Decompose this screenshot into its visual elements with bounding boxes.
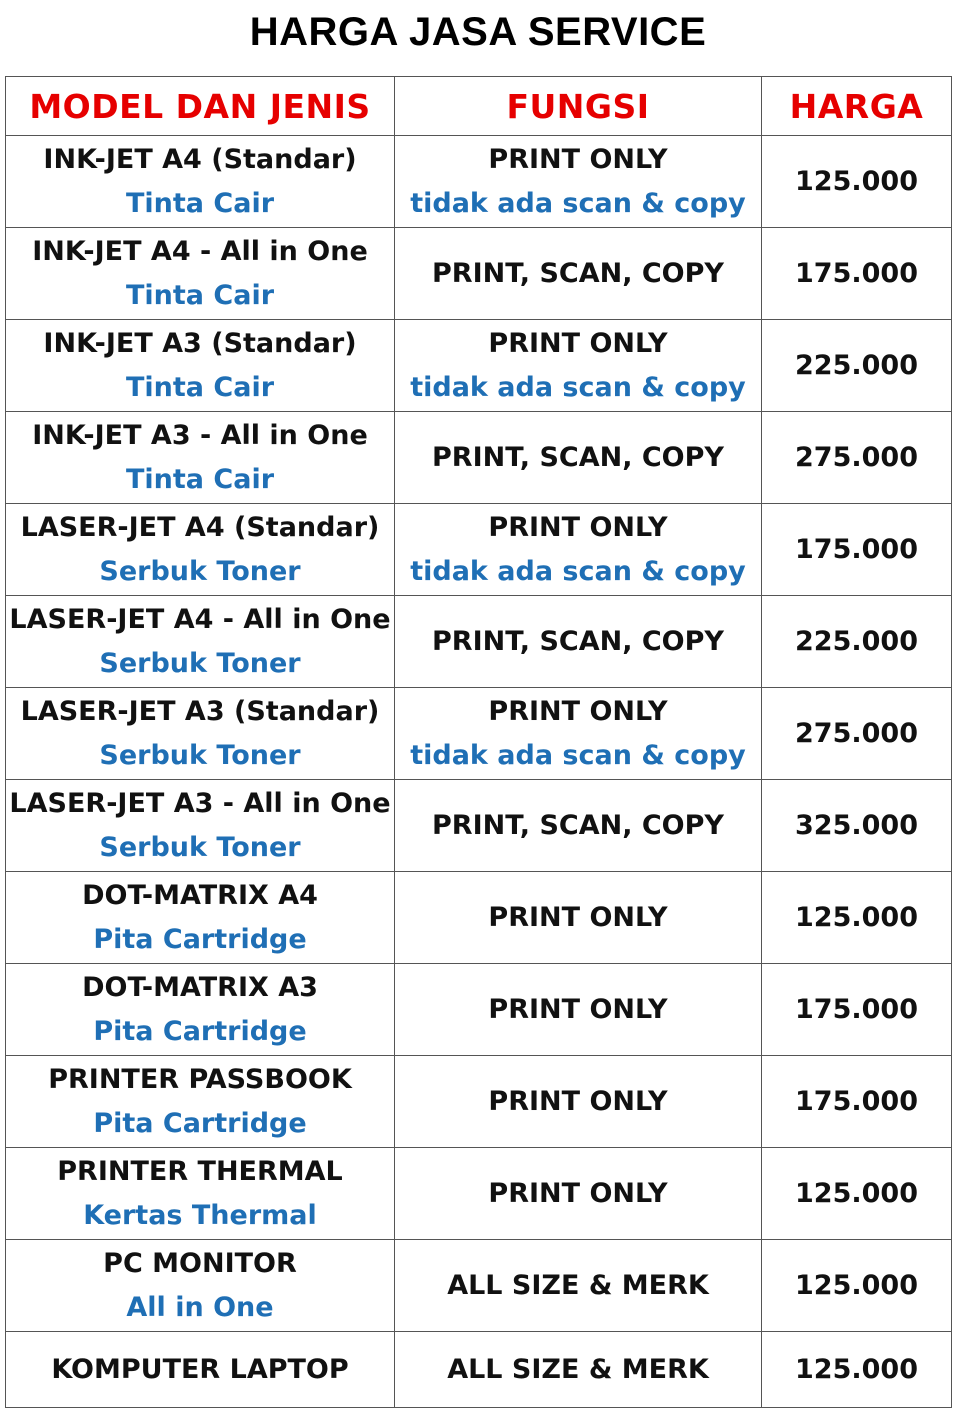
price-cell: 275.000 bbox=[762, 412, 952, 504]
table-row bbox=[6, 1332, 952, 1408]
model-name: INK-JET A3 (Standar) bbox=[43, 327, 357, 359]
header-fungsi: FUNGSI bbox=[395, 77, 762, 136]
price-cell: 125.000 bbox=[762, 1148, 952, 1240]
table-row bbox=[6, 1056, 952, 1148]
model-cell bbox=[6, 136, 395, 228]
model-cell bbox=[6, 228, 395, 320]
price-cell: 275.000 bbox=[762, 688, 952, 780]
fungsi-cell bbox=[395, 780, 762, 872]
model-cell bbox=[6, 1332, 395, 1408]
model-name: LASER-JET A4 - All in One bbox=[9, 603, 391, 635]
model-name: LASER-JET A4 (Standar) bbox=[20, 511, 380, 543]
fungsi-cell bbox=[395, 964, 762, 1056]
model-name: PRINTER PASSBOOK bbox=[48, 1063, 352, 1095]
model-name: INK-JET A4 - All in One bbox=[32, 235, 368, 267]
table-row bbox=[6, 688, 952, 780]
fungsi-text: PRINT ONLY bbox=[488, 695, 668, 727]
header-row bbox=[6, 77, 952, 136]
price-cell: 125.000 bbox=[762, 1332, 952, 1408]
model-type: All in One bbox=[126, 1291, 274, 1323]
fungsi-note: tidak ada scan & copy bbox=[410, 739, 746, 771]
fungsi-cell bbox=[395, 320, 762, 412]
table-row bbox=[6, 504, 952, 596]
fungsi-cell bbox=[395, 1332, 762, 1408]
price-table bbox=[5, 76, 952, 1408]
fungsi-note: tidak ada scan & copy bbox=[410, 555, 746, 587]
fungsi-text: PRINT, SCAN, COPY bbox=[432, 625, 724, 657]
model-cell bbox=[6, 412, 395, 504]
fungsi-note: tidak ada scan & copy bbox=[410, 187, 746, 219]
fungsi-note: tidak ada scan & copy bbox=[410, 371, 746, 403]
fungsi-text: PRINT, SCAN, COPY bbox=[432, 257, 724, 289]
table-body bbox=[6, 136, 952, 1408]
model-cell bbox=[6, 1056, 395, 1148]
model-name: PRINTER THERMAL bbox=[57, 1155, 343, 1187]
table-row bbox=[6, 1148, 952, 1240]
price-cell: 125.000 bbox=[762, 872, 952, 964]
model-type: Pita Cartridge bbox=[93, 1015, 307, 1047]
price-cell: 125.000 bbox=[762, 1240, 952, 1332]
price-cell: 225.000 bbox=[762, 320, 952, 412]
header-harga: HARGA bbox=[762, 77, 952, 136]
table-row bbox=[6, 412, 952, 504]
model-name: PC MONITOR bbox=[103, 1247, 297, 1279]
model-cell bbox=[6, 964, 395, 1056]
price-cell: 175.000 bbox=[762, 504, 952, 596]
model-cell bbox=[6, 1240, 395, 1332]
model-type: Serbuk Toner bbox=[99, 831, 301, 863]
model-cell bbox=[6, 1148, 395, 1240]
fungsi-text: PRINT ONLY bbox=[488, 143, 668, 175]
model-name: LASER-JET A3 (Standar) bbox=[20, 695, 380, 727]
model-name: DOT-MATRIX A3 bbox=[82, 971, 318, 1003]
model-type: Pita Cartridge bbox=[93, 923, 307, 955]
table-row bbox=[6, 964, 952, 1056]
model-type: Tinta Cair bbox=[125, 371, 275, 403]
page-title: HARGA JASA SERVICE bbox=[249, 10, 707, 54]
fungsi-cell bbox=[395, 412, 762, 504]
model-name: KOMPUTER LAPTOP bbox=[51, 1353, 349, 1385]
fungsi-text: PRINT, SCAN, COPY bbox=[432, 441, 724, 473]
fungsi-cell bbox=[395, 688, 762, 780]
model-type: Pita Cartridge bbox=[93, 1107, 307, 1139]
table-row bbox=[6, 780, 952, 872]
fungsi-text: PRINT, SCAN, COPY bbox=[432, 809, 724, 841]
model-cell bbox=[6, 596, 395, 688]
model-name: INK-JET A4 (Standar) bbox=[43, 143, 357, 175]
price-cell: 175.000 bbox=[762, 964, 952, 1056]
model-cell bbox=[6, 872, 395, 964]
table-row bbox=[6, 596, 952, 688]
fungsi-text: PRINT ONLY bbox=[488, 327, 668, 359]
table-row bbox=[6, 136, 952, 228]
table-row bbox=[6, 228, 952, 320]
fungsi-text: PRINT ONLY bbox=[488, 993, 668, 1025]
fungsi-cell bbox=[395, 596, 762, 688]
model-name: DOT-MATRIX A4 bbox=[82, 879, 318, 911]
table-row bbox=[6, 872, 952, 964]
price-cell: 325.000 bbox=[762, 780, 952, 872]
fungsi-cell bbox=[395, 1240, 762, 1332]
fungsi-cell bbox=[395, 1056, 762, 1148]
model-cell bbox=[6, 688, 395, 780]
price-cell: 225.000 bbox=[762, 596, 952, 688]
fungsi-cell bbox=[395, 136, 762, 228]
header-model: MODEL DAN JENIS bbox=[6, 77, 395, 136]
fungsi-cell bbox=[395, 504, 762, 596]
model-type: Kertas Thermal bbox=[83, 1199, 317, 1231]
fungsi-cell bbox=[395, 1148, 762, 1240]
model-name: INK-JET A3 - All in One bbox=[32, 419, 368, 451]
model-type: Serbuk Toner bbox=[99, 555, 301, 587]
fungsi-cell bbox=[395, 228, 762, 320]
model-cell bbox=[6, 780, 395, 872]
fungsi-text: PRINT ONLY bbox=[488, 1085, 668, 1117]
fungsi-text: ALL SIZE & MERK bbox=[447, 1269, 709, 1301]
model-type: Tinta Cair bbox=[125, 279, 275, 311]
fungsi-text: ALL SIZE & MERK bbox=[447, 1353, 709, 1385]
fungsi-text: PRINT ONLY bbox=[488, 1177, 668, 1209]
price-cell: 175.000 bbox=[762, 1056, 952, 1148]
model-type: Tinta Cair bbox=[125, 187, 275, 219]
model-cell bbox=[6, 504, 395, 596]
price-cell: 125.000 bbox=[762, 136, 952, 228]
table-row bbox=[6, 1240, 952, 1332]
model-cell bbox=[6, 320, 395, 412]
model-type: Serbuk Toner bbox=[99, 647, 301, 679]
model-type: Tinta Cair bbox=[125, 463, 275, 495]
fungsi-cell bbox=[395, 872, 762, 964]
table-row bbox=[6, 320, 952, 412]
price-cell: 175.000 bbox=[762, 228, 952, 320]
fungsi-text: PRINT ONLY bbox=[488, 511, 668, 543]
fungsi-text: PRINT ONLY bbox=[488, 901, 668, 933]
model-type: Serbuk Toner bbox=[99, 739, 301, 771]
model-name: LASER-JET A3 - All in One bbox=[9, 787, 391, 819]
